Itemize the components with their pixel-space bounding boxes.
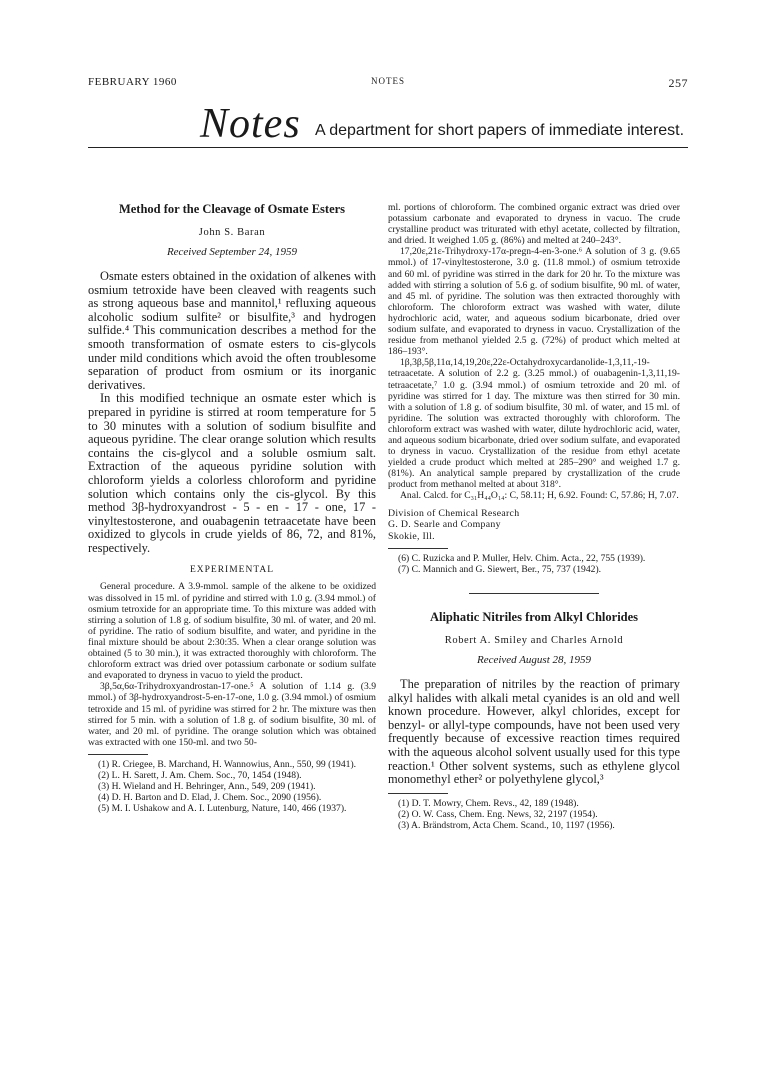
article-title: Aliphatic Nitriles from Alkyl Chlorides: [429, 610, 639, 625]
header-date: FEBRUARY 1960: [88, 76, 177, 88]
footnote: (4) D. H. Barton and D. Elad, J. Chem. Soc., 2090 (1956).: [98, 791, 322, 803]
footnote: (5) M. I. Ushakow and A. I. Lutenburg, Nature, 140, 466 (1937).: [98, 802, 347, 814]
experimental-paragraph: General procedure. A 3.9-mmol. sample of the alkene to be oxidized was dissolved in 15 ml. of pyridine and stirred with 1.0 g. (3.94 mmol.) of osmium tetroxide for an appropriate time. To this mixture was added with stirring a solution of 1.8 g. of sodium bisulfite, 30 ml. of water, and 20 ml. of pyridine. The ratio of sodium bisulfite, and water, and pyridine in the final mixture should be about 2:30:35. When a clear orange solution was obtained (5 to 30 min.), it was extracted thoroughly with chloroform. The chloroform extract was dried over potassium carbonate or sodium sulfate and evaporated to dryness in vacuo to yield the product.: [88, 581, 376, 682]
notes-banner: [88, 100, 688, 150]
received-date: Received September 24, 1959: [166, 246, 298, 258]
article-title: Method for the Cleavage of Osmate Esters: [118, 202, 346, 216]
article-separator: [469, 593, 599, 594]
section-heading: EXPERIMENTAL: [189, 565, 275, 576]
footnote: (1) R. Criegee, B. Marchand, H. Wannowius, Ann., 550, 99 (1941).: [98, 758, 357, 770]
page-number: 257: [668, 76, 688, 90]
footnote: (3) H. Wieland and H. Behringer, Ann., 549, 209 (1941).: [98, 780, 316, 792]
experimental-paragraph: 1β,3β,5β,11α,14,19,20ε,22ε-Octahydroxycardanolide-1,3,11,-19-tetraacetate. A solution of 2.2 g. (3.25 mmol.) of ouabagenin-1,3,11,19-tetraacetate,⁷ 1.0 g. (3.94 mmol.) of osmium tetroxide and 20 ml. of pyridine was stirred for 1 day. The mixture was then stirred for 30 min. with a solution of 1.8 g. of sodium bisulfite, 30 ml. of water, and 15 ml. of pyridine. The solution was extracted thoroughly with chloroform. The chloroform extract was washed with water, dilute hydrochloric acid, water, and aqueous sodium bicarbonate, dried over sodium sulfate, and evaporated to dryness in vacuo. Crystallization of the residue from ethyl acetate yielded a crude product which melted at 285–290° and weighed 1.7 g. (81%). An analytical sample prepared by crystallization of the crude product from methanol melted at about 318°.: [388, 357, 680, 491]
affiliation-line: Division of Chemical Research: [388, 507, 520, 519]
footnote-rule: [88, 754, 148, 755]
footnote-rule: [388, 548, 448, 549]
analysis-paragraph: Anal. Calcd. for C₃₁H₄₄O₁₄: C, 58.11; H, 6.92. Found: C, 57.86; H, 7.07.: [400, 490, 679, 502]
footnote: (1) D. T. Mowry, Chem. Revs., 42, 189 (1948).: [398, 797, 579, 809]
affiliation-line: G. D. Searle and Company: [388, 519, 501, 531]
affiliation-line: Skokie, Ill.: [388, 530, 435, 542]
article-author: John S. Baran: [198, 227, 266, 238]
body-paragraph: Osmate esters obtained in the oxidation of alkenes with osmium tetroxide have been cleaved with reagents such as strong aqueous base and mannitol,¹ refluxing aqueous alcoholic sodium sulfite² or bisulfite,³ and hydrogen sulfide.⁴ This communication describes a method for the smooth transformation of osmate esters to cis-glycols under mild conditions which avoid the often troublesome separation of product from osmium or its inorganic derivatives.: [88, 269, 376, 392]
experimental-paragraph: 3β,5α,6α-Trihydroxyandrostan-17-one.⁵ A solution of 1.14 g. (3.9 mmol.) of 3β-hydroxyandrost-5-en-17-one, 1.0 g. (3.94 mmol.) of osmium tetroxide and 15 ml. of pyridine was stirred for 2 hr. The mixture was then stirred for 5 min. with a solution of 1.8 g. of sodium bisulfite, 30 ml. of water, and 20 ml. of pyridine. The orange solution which was obtained was extracted with one 150-ml. and two 50-: [88, 681, 376, 748]
running-header: [88, 76, 688, 92]
footnote: (2) L. H. Sarett, J. Am. Chem. Soc., 70, 1454 (1948).: [98, 769, 302, 781]
banner-rule: [88, 147, 688, 148]
body-paragraph: The preparation of nitriles by the reaction of primary alkyl halides with alkali metal cyanides is an old and well known procedure. However, alkyl chlorides, except for benzyl- or allyl-type compounds, have not been used very frequently because of excessive reaction times required with the aqueous alcohol solvent usually used for this type reaction.¹ Other solvent systems, such as ethylene glycol monomethyl ether² or polyethylene glycol,³: [388, 677, 680, 787]
footnote-rule: [388, 793, 448, 794]
experimental-paragraph: ml. portions of chloroform. The combined organic extract was dried over potassium carbonate and evaporated to dryness in vacuo. The crude crystalline product was triturated with ethyl acetate, collected by filtration, and dried. It weighed 1.05 g. (86%) and melted at 240–243°.: [388, 202, 680, 247]
footnote: (2) O. W. Cass, Chem. Eng. News, 32, 2197 (1954).: [398, 808, 598, 820]
right-column: [388, 202, 680, 831]
header-section: NOTES: [371, 76, 405, 86]
body-paragraph: In this modified technique an osmate ester which is prepared in pyridine is stirred at room temperature for 5 to 30 minutes with a solution of sodium bisulfite and aqueous pyridine. The clear orange solution which results contains the cis-glycol and a soluble osmium salt. Extraction of the aqueous pyridine solution with chloroform yields a colorless chloroform and pyridine solution which contains only the cis-glycol. By this method 3β-hydroxyandrost - 5 - en - 17 - one, 17 - vinyltestosterone, and ouabagenin tetraacetate have been oxidized to glycols in crude yields of 86, 72, and 81%, respectively.: [88, 391, 376, 555]
left-column: [88, 202, 376, 814]
received-date: Received August 28, 1959: [476, 654, 592, 667]
footnote: (7) C. Mannich and G. Siewert, Ber., 75, 737 (1942).: [398, 564, 602, 576]
notes-title: Notes: [200, 101, 301, 147]
article-author: Robert A. Smiley and Charles Arnold: [444, 635, 624, 647]
notes-subtitle: A department for short papers of immediate interest.: [315, 122, 685, 139]
experimental-paragraph: 17,20ε,21ε-Trihydroxy-17α-pregn-4-en-3-one.⁶ A solution of 3 g. (9.65 mmol.) of 17-vinyltestosterone, 3.0 g. (11.8 mmol.) of osmium tetroxide and 60 ml. of pyridine was stirred in the dark for 20 hr. To the mixture was added with stirring a solution of 5.6 g. of sodium bisulfite, 90 ml. of water, and 45 ml. of pyridine. The solution was then extracted thoroughly with chloroform. The chloroform extract was washed with water, dilute hydrochloric acid, water, and aqueous sodium bicarbonate, dried over sodium sulfate, and evaporated to dryness in vacuo. Crystallization of the residue from methanol yielded 2.5 g. (72%) of product which melted at 186–193°.: [388, 246, 680, 358]
footnote: (6) C. Ruzicka and P. Muller, Helv. Chim. Acta., 22, 755 (1939).: [398, 553, 646, 565]
footnote: (3) A. Brändstrom, Acta Chem. Scand., 10, 1197 (1956).: [398, 819, 615, 831]
